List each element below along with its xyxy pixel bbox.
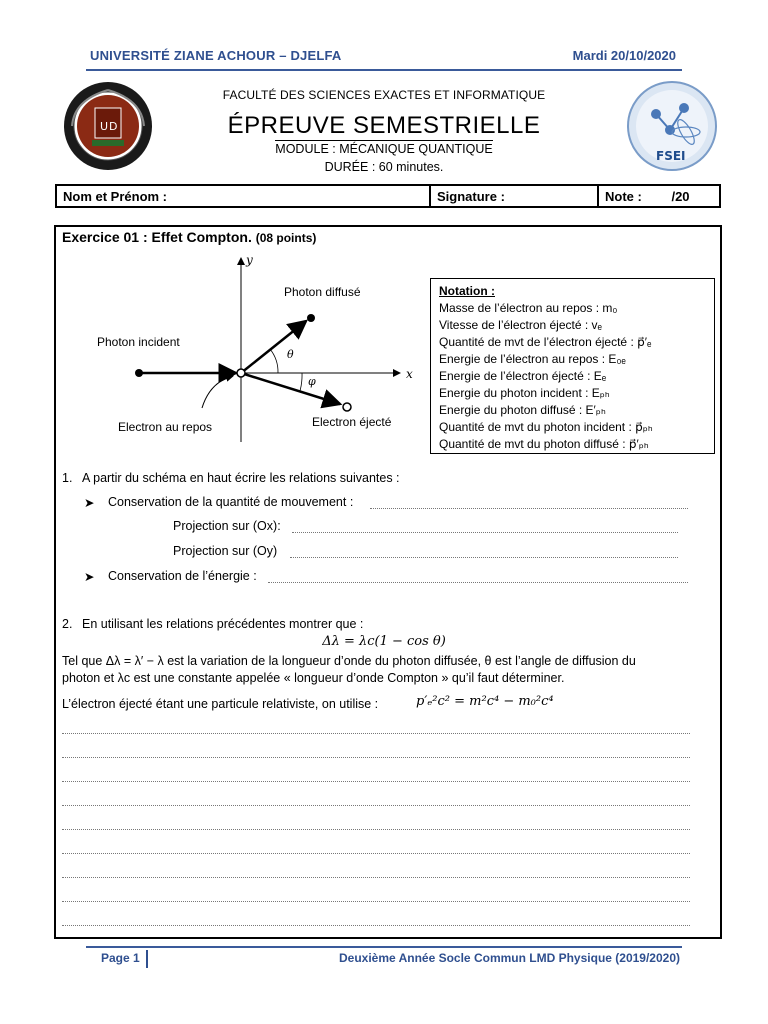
notation-item: Quantité de mvt du photon incident : p⃗ₚₕ	[439, 420, 653, 434]
phi-label: φ	[308, 375, 316, 388]
notation-item: Quantité de mvt de l’électron éjecté : p⃗′ₑ	[439, 335, 652, 349]
notation-item: Quantité de mvt du photon diffusé : p⃗′ₚₕ	[439, 437, 649, 451]
exam-date: Mardi 20/10/2020	[572, 48, 676, 63]
header-divider	[86, 69, 682, 71]
answer-line[interactable]	[62, 780, 690, 782]
scattered-photon-dot	[307, 314, 315, 322]
scattered-photon-arrow	[241, 321, 306, 373]
ejected-electron-dot	[343, 403, 351, 411]
svg-text:U: U	[100, 120, 109, 133]
notation-item: Masse de l’électron au repos : m₀	[439, 301, 618, 315]
q2-line1: Tel que Δλ = λ′ − λ est la variation de la longueur d’onde du photon diffusée, θ est l’angle de diffusion du	[62, 654, 636, 668]
theta-label: θ	[287, 348, 294, 361]
page-number: Page 1	[101, 951, 140, 965]
answer-line[interactable]	[292, 531, 678, 533]
electron-pointer	[202, 376, 233, 408]
exercise-title: Exercice 01 : Effet Compton. (08 points)	[62, 229, 317, 245]
answer-line[interactable]	[62, 828, 690, 830]
answer-line[interactable]	[290, 556, 678, 558]
y-axis-label: y	[246, 253, 253, 267]
theta-arc	[270, 349, 278, 373]
q2-line2: photon et λc est une constante appelée « longueur d’onde Compton » qu’il faut déterminer.	[62, 671, 565, 685]
exercise-points: (08 points)	[255, 231, 317, 245]
notation-item: Energie du photon diffusé : E′ₚₕ	[439, 403, 606, 417]
q2-text: En utilisant les relations précédentes montrer que :	[82, 617, 364, 631]
notation-box	[430, 278, 715, 454]
x-axis-label: x	[406, 367, 413, 381]
q2-number: 2.	[62, 617, 73, 631]
note-total: /20	[671, 188, 690, 204]
q1-text: A partir du schéma en haut écrire les relations suivantes :	[82, 471, 400, 485]
photon-diffuse-label: Photon diffusé	[284, 285, 361, 299]
compton-formula: Δλ = λc(1 − cos θ)	[322, 634, 446, 649]
bullet-arrow-icon: ➤	[84, 570, 95, 584]
answer-line[interactable]	[62, 876, 690, 878]
relativistic-formula: p′ₑ²c² = m²c⁴ − m₀²c⁴	[416, 694, 554, 709]
faculty-name: FACULTÉ DES SCIENCES EXACTES ET INFORMATIQUE	[222, 88, 546, 102]
ejected-electron-arrow	[241, 373, 340, 404]
electron-rest-dot	[237, 369, 245, 377]
answer-line[interactable]	[62, 756, 690, 758]
course-name: Deuxième Année Socle Commun LMD Physique (2019/2020)	[339, 951, 680, 965]
bullet-arrow-icon: ➤	[84, 496, 95, 510]
photon-incident-label: Photon incident	[97, 335, 180, 349]
q1-number: 1.	[62, 471, 73, 485]
university-name: UNIVERSITÉ ZIANE ACHOUR – DJELFA	[90, 48, 342, 63]
answer-line[interactable]	[62, 924, 690, 926]
faculty-logo-text: FSEI	[656, 149, 686, 163]
footer-divider	[86, 946, 682, 948]
compton-diagram	[90, 252, 420, 452]
exam-title: ÉPREUVE SEMESTRIELLE	[227, 112, 541, 139]
footer-separator	[146, 950, 148, 968]
notation-item: Energie du photon incident : Eₚₕ	[439, 386, 610, 400]
q1-bullet-momentum: Conservation de la quantité de mouvement :	[108, 495, 354, 509]
notation-item: Vitesse de l’électron éjecté : vₑ	[439, 318, 602, 332]
answer-line[interactable]	[268, 581, 688, 583]
svg-text:D: D	[109, 120, 118, 133]
q2-line3: L’électron éjecté étant une particule relativiste, on utilise :	[62, 697, 379, 711]
electron-ejecte-label: Electron éjecté	[312, 415, 392, 429]
notation-title: Notation :	[439, 284, 495, 298]
notation-item: Energie de l’électron au repos : E₀ₑ	[439, 352, 626, 366]
note-label: Note :	[605, 188, 642, 204]
electron-repos-label: Electron au repos	[118, 420, 213, 434]
note-field[interactable]	[598, 185, 720, 207]
answer-line[interactable]	[62, 852, 690, 854]
module-name: MODULE : MÉCANIQUE QUANTIQUE	[275, 142, 493, 156]
name-field[interactable]: Nom et Prénom :	[56, 185, 430, 207]
student-info-table	[55, 184, 721, 208]
q1-projection-oy: Projection sur (Oy)	[173, 544, 278, 558]
answer-line[interactable]	[62, 732, 690, 734]
notation-item: Energie de l’électron éjecté : Eₑ	[439, 369, 607, 383]
q1-bullet-energy: Conservation de l’énergie :	[108, 569, 257, 583]
answer-line[interactable]	[370, 507, 688, 509]
phi-arc	[300, 373, 302, 391]
exam-duration: DURÉE : 60 minutes.	[324, 160, 444, 174]
answer-line[interactable]	[62, 900, 690, 902]
signature-field[interactable]: Signature :	[430, 185, 598, 207]
answer-line[interactable]	[62, 804, 690, 806]
q1-projection-ox: Projection sur (Ox):	[173, 519, 281, 533]
